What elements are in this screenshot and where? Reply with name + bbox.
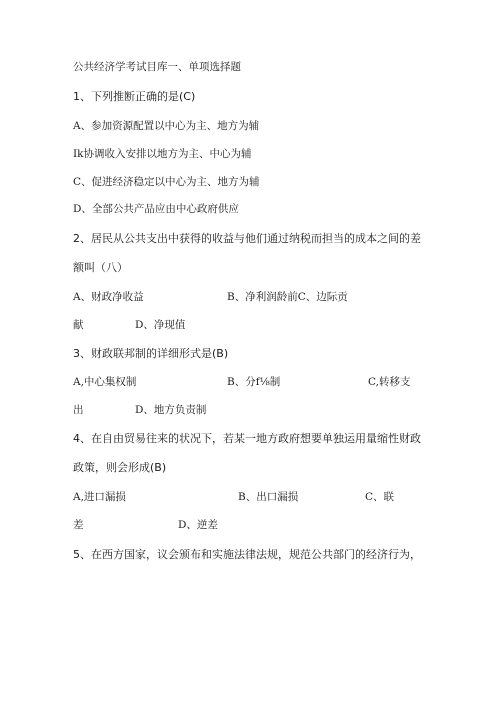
question-4-stem-line2: 政策，则会形成(B) [73, 461, 167, 474]
question-3-option-c-cont: 出 [73, 404, 84, 416]
question-1-option-b: Ik协调收入安排以地方为主、中心为辅 [73, 148, 252, 160]
document-title: 公共经济学考试目库一、单项选择题 [73, 61, 241, 73]
question-5-stem: 5、在西方国家，议会颁布和实施法律法规，规范公共部门的经济行为， [73, 548, 421, 561]
question-3-option-d: D、地方负责制 [135, 404, 207, 416]
question-3-option-c: C,转移支 [368, 376, 411, 388]
question-2-option-b-c: B、净利润龄前C、边际贡 [227, 291, 348, 303]
question-4-option-d: D、逆差 [178, 519, 218, 531]
question-4-stem-line1: 4、在自由贸易往来的状况下，若某一地方政府想要单独运用量缩性财政 [73, 432, 421, 445]
question-2-option-a: A、财政净收益 [73, 291, 144, 303]
question-3-stem: 3、财政联邦制的详细形式是(B) [73, 347, 229, 360]
question-3-option-a: A,中心集权制 [73, 376, 137, 388]
question-2-option-c-cont: 献 [73, 319, 84, 331]
question-4-option-b: B、出口漏损 [238, 491, 299, 503]
question-3-option-b: B、分f⅛制 [227, 376, 281, 388]
question-4-option-a: A,进口漏损 [73, 491, 126, 503]
question-4-option-c-cont: 差 [73, 519, 84, 531]
question-1-option-d: D、全部公共产品应由中心政府供应 [73, 203, 239, 215]
question-1-option-a: A、参加资源配置以中心为主、地方为辅 [73, 120, 260, 132]
question-1-stem: 1、下列推断正确的是(C) [73, 90, 196, 103]
question-2-stem-line2: 额叫（八） [73, 261, 128, 274]
question-2-option-d: D、净现值 [135, 319, 186, 331]
question-1-option-c: C、促进经济稳定以中心为主、地方为辅 [73, 176, 260, 188]
question-2-stem-line1: 2、居民从公共支出中获得的收益与他们通过纳税而担当的成本之间的差 [73, 232, 421, 245]
question-4-option-c: C、联 [365, 491, 395, 503]
